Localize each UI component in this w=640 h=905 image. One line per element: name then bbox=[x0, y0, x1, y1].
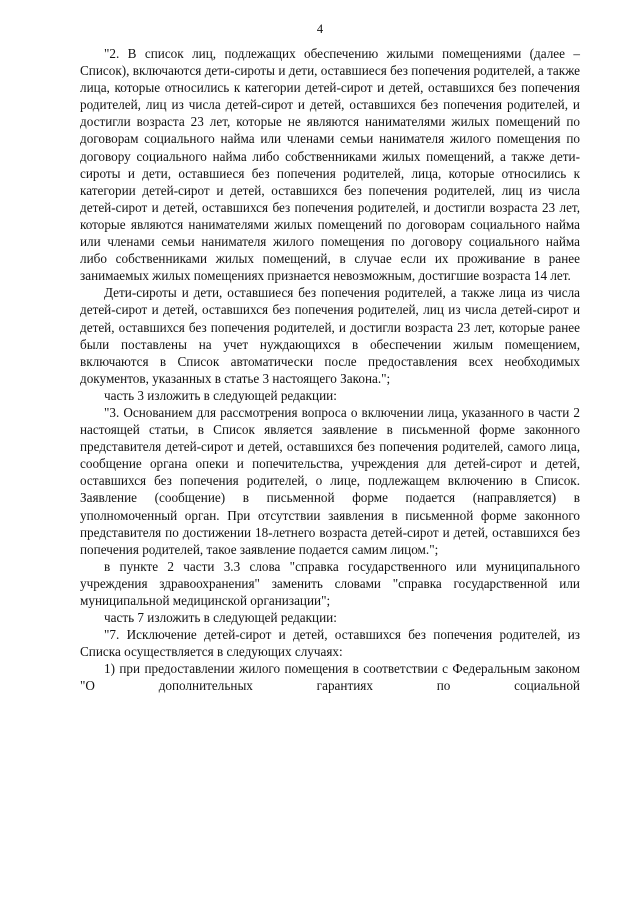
document-body bbox=[80, 45, 580, 695]
paragraph-part-7-instruction: часть 7 изложить в следующей редакции: bbox=[104, 610, 337, 626]
paragraph-item-1: 1) при предоставлении жилого помещения в соответствии с Федеральным законом "О дополнительных гарантиях по социальной bbox=[80, 661, 580, 694]
paragraph-part-7-text: "7. Исключение детей-сирот и детей, оставшихся без попечения родителей, из Списка осуществляется в следующих случаях: bbox=[80, 627, 580, 660]
paragraph-list-inclusion: "2. В список лиц, подлежащих обеспечению жилыми помещениями (далее – Список), включаются дети-сироты и дети, оставшиеся без попечения родителей, а также лица, которые относились к категории детей-сирот и детей, оставшихся без попечения родителей, лиц из числа детей-сирот и детей, оставшихся без попечения родителей, и достигли возраста 23 лет, которые не являются нанимателями жилых помещений по договорам социального найма или членами семьи нанимателя жилого помещения по договору социального найма либо собственниками жилых помещений, а также дети-сироты и дети, оставшиеся без попечения родителей, лица, которые относились к категории детей-сирот и детей, оставшихся без попечения родителей, лиц из числа детей-сирот и детей, оставшихся без попечения родителей, и достигли возраста 23 лет, которые являются нанимателями жилых помещений по договорам социального найма или членами семьи нанимателя жилого помещения по договору социального найма либо собственниками жилых помещений, в случае если их проживание в ранее занимаемых жилых помещениях признается невозможным, достигшие возраста 14 лет. bbox=[80, 46, 580, 284]
page-number: 4 bbox=[316, 22, 324, 36]
paragraph-part-3-3-amendment: в пункте 2 части 3.3 слова "справка государственного или муниципального учреждения здравоохранения" заменить словами "справка государственной или муниципальной медицинской организации"; bbox=[80, 558, 580, 608]
paragraph-automatic-inclusion: Дети-сироты и дети, оставшиеся без попечения родителей, а также лица из числа детей-сирот и детей, оставшихся без попечения родителей, лиц из числа детей-сирот и детей, оставшихся без попечения родителей, и достигли возраста 23 лет, которые ранее были поставлены на учет нуждающихся в обеспечении жилым помещением, включаются в Список автоматически после предоставления всех необходимых документов, указанных в статье 3 настоящего Закона."; bbox=[80, 285, 580, 386]
paragraph-part-3-text: "3. Основанием для рассмотрения вопроса о включении лица, указанного в части 2 настоящей статьи, в Список является заявление в письменной форме законного представителя детей-сирот и детей, оставшихся без попечения родителей, самого лица, сообщение органа опеки и попечительства, учреждения для детей-сирот и детей, оставшихся без попечения родителей, о лице, подлежащем включению в Список. Заявление (сообщение) в письменной форме подается (направляется) в уполномоченный орган. При отсутствии заявления в письменной форме законного представителя по достижении 18-летнего возраста детей-сирот и детей, оставшихся без попечения родителей, такое заявление подается самим лицом."; bbox=[80, 404, 580, 557]
paragraph-part-3-instruction: часть 3 изложить в следующей редакции: bbox=[104, 387, 337, 403]
